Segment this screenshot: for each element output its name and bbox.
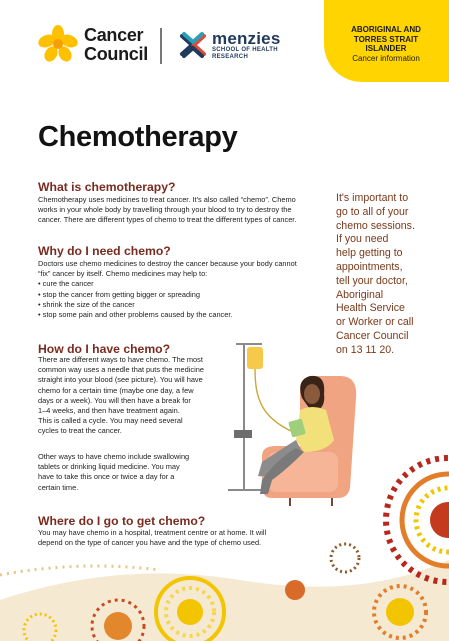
tab-line1: ABORIGINAL AND — [351, 25, 421, 34]
heading-where-get-chemo: Where do I go to get chemo? — [38, 514, 206, 528]
list-item: • cure the cancer — [38, 279, 297, 289]
para-line: chemo for a certain time (maybe one day, a few — [38, 385, 194, 395]
para-why-need-chemo — [38, 259, 297, 320]
para-line: There are different ways to have chemo. The most — [38, 355, 203, 364]
para-line: have to take this once or twice a day for a — [38, 472, 175, 482]
para-line: You may have chemo in a hospital, treatment centre or at home. It will — [38, 528, 267, 537]
callout-line: If you need — [336, 233, 389, 246]
para-line: straight into your blood (see picture). You will have — [38, 375, 203, 385]
heading-how-have-chemo: How do I have chemo? — [38, 342, 171, 356]
tab-line3: ISLANDER — [365, 44, 407, 53]
callout-line: Aboriginal — [336, 288, 384, 301]
menzies-sub-line2: RESEARCH — [212, 54, 249, 60]
para-line: Other ways to have chemo include swallowing — [38, 452, 190, 461]
callout-line: on 13 11 20. — [336, 343, 395, 356]
para-line: cycles to treat the cancer. — [38, 426, 122, 436]
para-line: certain time. — [38, 482, 79, 492]
cancer-council-wordmark — [84, 26, 148, 64]
audience-tab-text — [330, 25, 442, 63]
para-line: days or a week). You will then have a break for — [38, 395, 191, 405]
bullet-list — [38, 279, 297, 320]
para-line: tablets or drinking liquid medicine. You may — [38, 462, 180, 472]
sidebar-callout — [336, 192, 432, 358]
list-item: • stop the cancer from getting bigger or spreading — [38, 290, 297, 300]
para-how-have-chemo — [38, 355, 204, 437]
logo-divider — [160, 28, 162, 64]
para-other-ways — [38, 452, 189, 493]
para-line: common way uses a needle that puts the medicine — [38, 365, 204, 375]
callout-line: go to all of your — [336, 205, 409, 218]
menzies-logo-icon — [176, 28, 210, 62]
callout-line: help getting to — [336, 247, 403, 260]
para-line: “fix” cancer by itself. Chemo medicines may help to: — [38, 269, 208, 279]
para-line: cancer. There are different types of chemo to treat the different types of cancer. — [38, 215, 297, 225]
callout-line: Health Service — [336, 302, 405, 315]
callout-line: Cancer Council — [336, 329, 409, 342]
tab-line2: TORRES STRAIT — [353, 34, 419, 44]
para-line: 1–4 weeks, and then have treatment again. — [38, 406, 180, 416]
callout-line: It's important to — [336, 192, 409, 204]
heading-why-need-chemo: Why do I need chemo? — [38, 244, 171, 258]
para-line: This is called a cycle. You may need several — [38, 416, 183, 426]
menzies-name: menzies — [212, 29, 281, 48]
cancer-council-line1: Cancer — [84, 25, 144, 45]
cancer-council-daffodil-logo — [36, 24, 80, 64]
menzies-wordmark — [212, 31, 281, 61]
heading-what-is-chemo: What is chemotherapy? — [38, 180, 176, 194]
menzies-sub-line1: SCHOOL OF HEALTH — [212, 47, 278, 53]
page-title: Chemotherapy — [38, 121, 238, 153]
cancer-council-line2: Council — [84, 44, 148, 64]
callout-line: or Worker or call — [336, 316, 414, 329]
para-line: depend on the type of cancer you have and the type of chemo used. — [38, 538, 262, 548]
para-what-is-chemo — [38, 195, 296, 226]
para-line: works in your whole body by travelling through your blood to try to destroy the — [38, 205, 292, 215]
callout-line: chemo sessions. — [336, 219, 415, 232]
list-item: • stop some pain and other problems caused by the cancer. — [38, 310, 297, 320]
para-line: Doctors use chemo medicines to destroy the cancer because your body cannot — [38, 259, 297, 268]
tab-line4: Cancer information — [352, 53, 420, 63]
menzies-subtitle — [212, 47, 281, 61]
para-line: Chemotherapy uses medicines to treat cancer. It's also called “chemo”. Chemo — [38, 195, 296, 204]
list-item: • shrink the size of the cancer — [38, 300, 297, 310]
para-where-get-chemo — [38, 528, 266, 548]
callout-line: appointments, — [336, 260, 403, 273]
callout-line: tell your doctor, — [336, 274, 408, 287]
